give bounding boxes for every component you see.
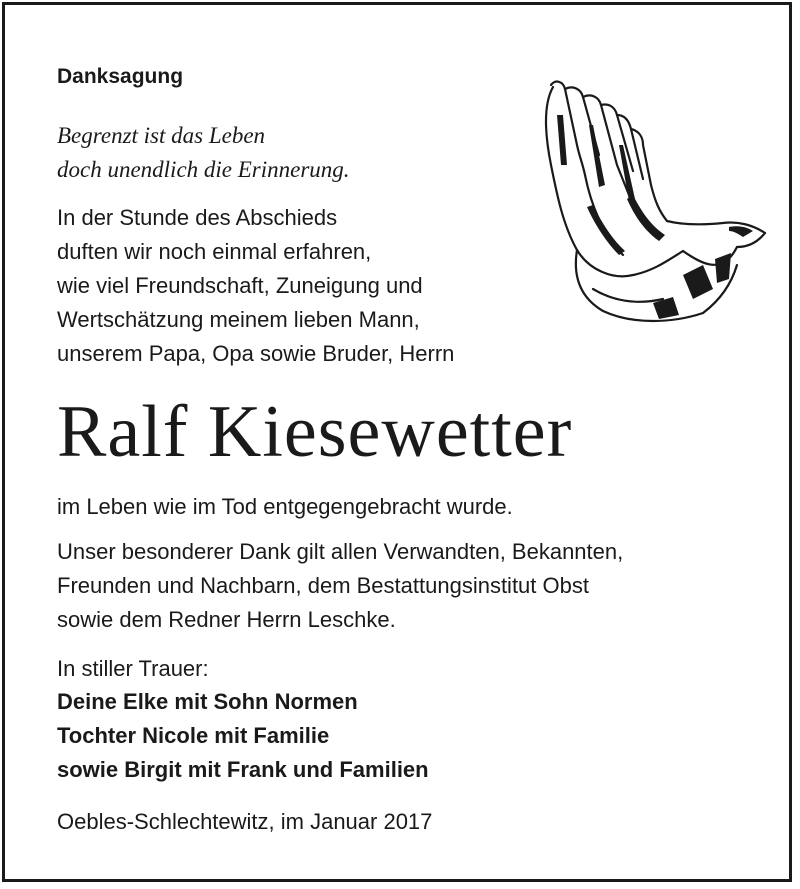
mourning-label: In stiller Trauer: bbox=[57, 656, 209, 681]
obituary-frame bbox=[2, 2, 792, 882]
praying-hands-icon bbox=[533, 75, 773, 335]
motto bbox=[57, 119, 350, 187]
mourner-line: Tochter Nicole mit Familie bbox=[57, 723, 330, 748]
intro-line: In der Stunde des Abschieds bbox=[57, 205, 338, 230]
mourner-line: Deine Elke mit Sohn Normen bbox=[57, 689, 358, 714]
intro-line: Wertschätzung meinem lieben Mann, bbox=[57, 307, 420, 332]
paragraph-gratitude: im Leben wie im Tod entgegengebracht wurde. bbox=[57, 494, 513, 519]
mourners-list bbox=[57, 685, 429, 787]
heading: Danksagung bbox=[57, 65, 184, 88]
deceased-name: Ralf Kiesewetter bbox=[57, 391, 573, 473]
motto-line: doch unendlich die Erinnerung. bbox=[57, 157, 350, 182]
thanks-line: sowie dem Redner Herrn Leschke. bbox=[57, 607, 396, 632]
intro-text bbox=[57, 201, 454, 371]
thanks-line: Unser besonderer Dank gilt allen Verwandten, Bekannten, bbox=[57, 539, 624, 564]
intro-line: unserem Papa, Opa sowie Bruder, Herrn bbox=[57, 341, 455, 366]
motto-line: Begrenzt ist das Leben bbox=[57, 123, 266, 148]
mourner-line: sowie Birgit mit Frank und Familien bbox=[57, 757, 429, 782]
intro-line: wie viel Freundschaft, Zuneigung und bbox=[57, 273, 423, 298]
paragraph-thanks bbox=[57, 535, 623, 637]
thanks-line: Freunden und Nachbarn, dem Bestattungsinstitut Obst bbox=[57, 573, 589, 598]
place-date: Oebles-Schlechtewitz, im Januar 2017 bbox=[57, 809, 433, 834]
intro-line: duften wir noch einmal erfahren, bbox=[57, 239, 372, 264]
